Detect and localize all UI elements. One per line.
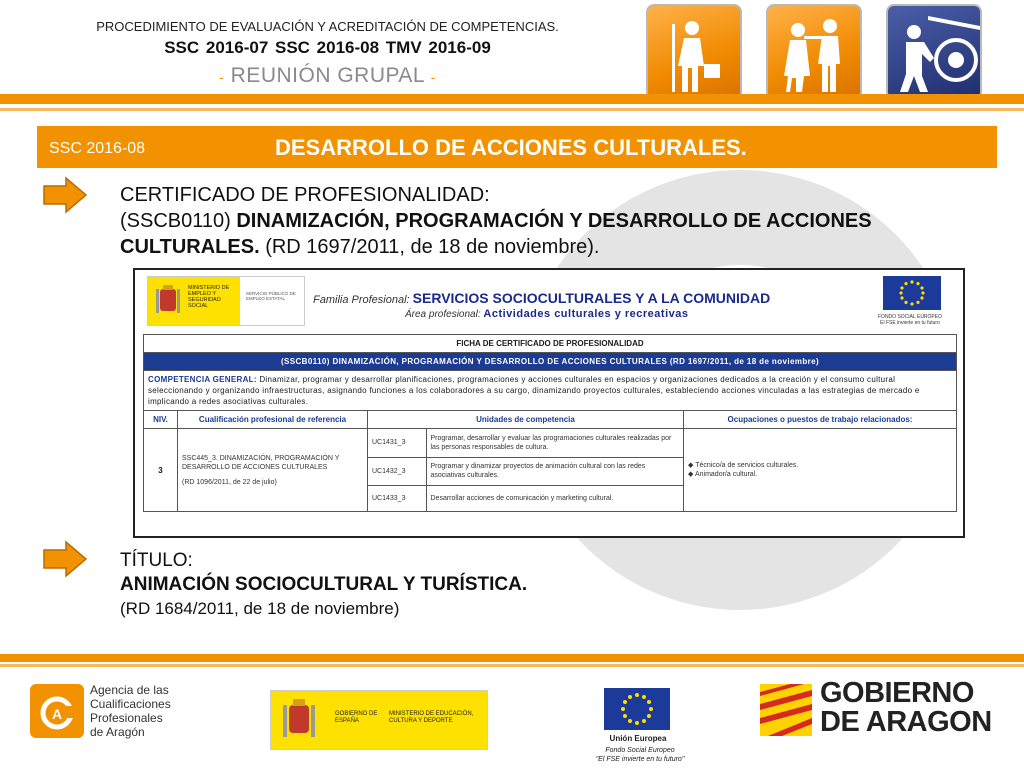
col-header-ocupaciones: Ocupaciones o puestos de trabajo relacionados: — [684, 411, 957, 429]
header-dash-right: - — [430, 69, 436, 85]
acp-logo-text — [90, 683, 171, 739]
familia-profesional — [313, 290, 770, 306]
sepe-logo-text: SERVICIO PÚBLICO DE EMPLEO ESTATAL — [246, 291, 296, 301]
unit-row — [368, 429, 683, 457]
certificate-name-part1: DINAMIZACIÓN, PROGRAMACIÓN Y DESARROLLO DE ACCIONES — [236, 210, 872, 232]
aragon-flag-icon — [760, 684, 812, 736]
header-codes-line: SSC 2016-07 SSC 2016-08 TMV 2016-09 — [164, 38, 491, 57]
certificate-name-line1 — [120, 208, 990, 234]
certificate-sheet-image — [133, 268, 965, 538]
aragon-line1: GOBIERNO — [820, 677, 974, 709]
certificate-label: CERTIFICADO DE PROFESIONALIDAD: — [120, 184, 490, 206]
table-title: FICHA DE CERTIFICADO DE PROFESIONALIDAD — [144, 335, 957, 353]
ue-title: Unión Europea — [609, 734, 667, 743]
unit-code: UC1431_3 — [368, 429, 426, 457]
nivel-cell: 3 — [144, 429, 178, 512]
slide-header — [0, 0, 640, 104]
worker-with-tools-icon — [646, 4, 742, 100]
gobierno-aragon-logo-text — [820, 679, 992, 737]
ministry-logo — [147, 276, 305, 326]
cualificacion-name: SSC445_3. DINAMIZACIÓN, PROGRAMACIÓN Y DESARROLLO DE ACCIONES CULTURALES — [182, 454, 340, 471]
ocupacion-text: Técnico/a de servicios culturales. — [695, 462, 799, 469]
footer-orange-rule — [0, 654, 1024, 662]
ue-fse-line: Fondo Social Europeo — [605, 747, 675, 754]
area-value: Actividades culturales y recreativas — [483, 308, 689, 320]
fse-caption — [865, 314, 955, 326]
area-label: Área profesional: — [405, 309, 481, 320]
competencia-general — [144, 371, 957, 411]
unit-row — [368, 457, 683, 485]
certificate-rd: (RD 1697/2011, de 18 de noviembre). — [265, 236, 600, 258]
acp-line: de Aragón — [90, 725, 145, 739]
col-header-unidades: Unidades de competencia — [368, 411, 684, 429]
fse-caption-line1: FONDO SOCIAL EUROPEO — [878, 314, 942, 320]
people-gesturing-icon — [766, 4, 862, 100]
unit-desc: Programar y dinamizar proyectos de animación cultural con las redes asociativas culturales. — [426, 457, 683, 485]
area-profesional — [405, 308, 689, 320]
col-header-cualificacion: Cualificación profesional de referencia — [178, 411, 368, 429]
unidades-table — [368, 429, 683, 511]
svg-text:A: A — [52, 706, 63, 722]
section-code: SSC 2016-08 — [49, 140, 146, 157]
unit-code: UC1433_3 — [368, 485, 426, 511]
gobierno-espana-text: GOBIERNO DE ESPAÑA — [335, 711, 378, 724]
eu-flag-icon — [883, 276, 941, 310]
ocupaciones-cell — [684, 429, 957, 512]
header-orange-subrule — [0, 108, 1024, 111]
col-header-nivel: NIV. — [144, 411, 178, 429]
acp-line: Agencia de las — [90, 683, 169, 697]
ocupacion-text: Animador/a cultural. — [694, 471, 758, 478]
aragon-line2: DE ARAGON — [820, 706, 992, 738]
section-title-bar — [37, 126, 997, 168]
unit-desc: Desarrollar acciones de comunicación y marketing cultural. — [430, 494, 614, 502]
titulo-rd: (RD 1684/2011, de 18 de noviembre) — [120, 599, 400, 618]
ministerio-educacion-text: MINISTERIO DE EDUCACIÓN, CULTURA Y DEPORTE — [389, 711, 474, 724]
certificate-name-part2: CULTURALES. — [120, 236, 260, 258]
unit-code: UC1432_3 — [368, 457, 426, 485]
cualificacion-cell — [178, 429, 368, 512]
fse-caption-line2: El FSE invierte en tu futuro — [880, 320, 940, 326]
footer-orange-subrule — [0, 664, 1024, 667]
header-procedure-line: PROCEDIMIENTO DE EVALUACIÓN Y ACREDITACIÓN DE COMPETENCIAS. — [96, 19, 559, 34]
cualificacion-rd: (RD 1096/2011, de 22 de julio) — [182, 478, 277, 486]
competencia-text: Dinamizar, programar y desarrollar planificaciones, programaciones y acciones culturales en espacios y organizaciones dedicados a la creación y el consumo cultural seleccionando y organizando infraestructuras, asignando funciones a los colaboradores a su cargo, dinamizando proyectos culturales, estableciendo acciones vinculadas a las estrategias de mercado e implicando a redes asociativas culturales. — [148, 375, 920, 406]
header-meeting-line — [0, 64, 655, 88]
ocupacion-item: ◆ Animador/a cultural. — [688, 471, 758, 478]
spain-crest-icon — [281, 697, 317, 743]
unit-row — [368, 485, 683, 511]
gobierno-espana-logo — [270, 690, 488, 750]
certificate-description — [120, 182, 990, 260]
table-subtitle: (SSCB0110) DINAMIZACIÓN, PROGRAMACIÓN Y DESARROLLO DE ACCIONES CULTURALES (RD 1697/2011, de 18 de noviembre) — [144, 353, 957, 371]
acp-line: Profesionales — [90, 711, 163, 725]
unit-desc: Programar, desarrollar y evaluar las programaciones culturales realizadas por las personas responsables de cultura. — [426, 429, 683, 457]
mechanic-tire-icon — [886, 4, 982, 100]
titulo-name: ANIMACIÓN SOCIOCULTURAL Y TURÍSTICA. — [120, 574, 528, 595]
bullet-arrow-icon — [42, 540, 88, 578]
ministry-logo-text: MINISTERIO DE EMPLEO Y SEGURIDAD SOCIAL — [188, 285, 230, 309]
section-title: DESARROLLO DE ACCIONES CULTURALES. — [275, 135, 747, 160]
titulo-label: TÍTULO: — [120, 550, 193, 571]
bullet-arrow-icon — [42, 176, 88, 214]
certificate-table — [143, 334, 957, 512]
header-dash-left: - — [219, 69, 225, 85]
certificate-name-line2 — [120, 234, 990, 260]
header-meeting-text: REUNIÓN GRUPAL — [230, 64, 425, 87]
unidades-cell — [368, 429, 684, 512]
ue-fse-slogan: "El FSE invierte en tu futuro" — [595, 756, 685, 763]
spain-crest-icon — [154, 283, 182, 319]
competencia-label: COMPETENCIA GENERAL: — [148, 375, 257, 384]
titulo-description — [120, 549, 820, 621]
header-orange-rule — [0, 94, 1024, 104]
acp-logo-icon — [30, 684, 84, 738]
eu-flag-icon — [604, 688, 670, 730]
familia-value: SERVICIOS SOCIOCULTURALES Y A LA COMUNIDAD — [412, 290, 771, 306]
ocupacion-item: ◆ Técnico/a de servicios culturales. — [688, 462, 799, 469]
acp-line: Cualificaciones — [90, 697, 171, 711]
familia-label: Familia Profesional: — [313, 294, 410, 306]
certificate-code: (SSCB0110) — [120, 210, 231, 232]
